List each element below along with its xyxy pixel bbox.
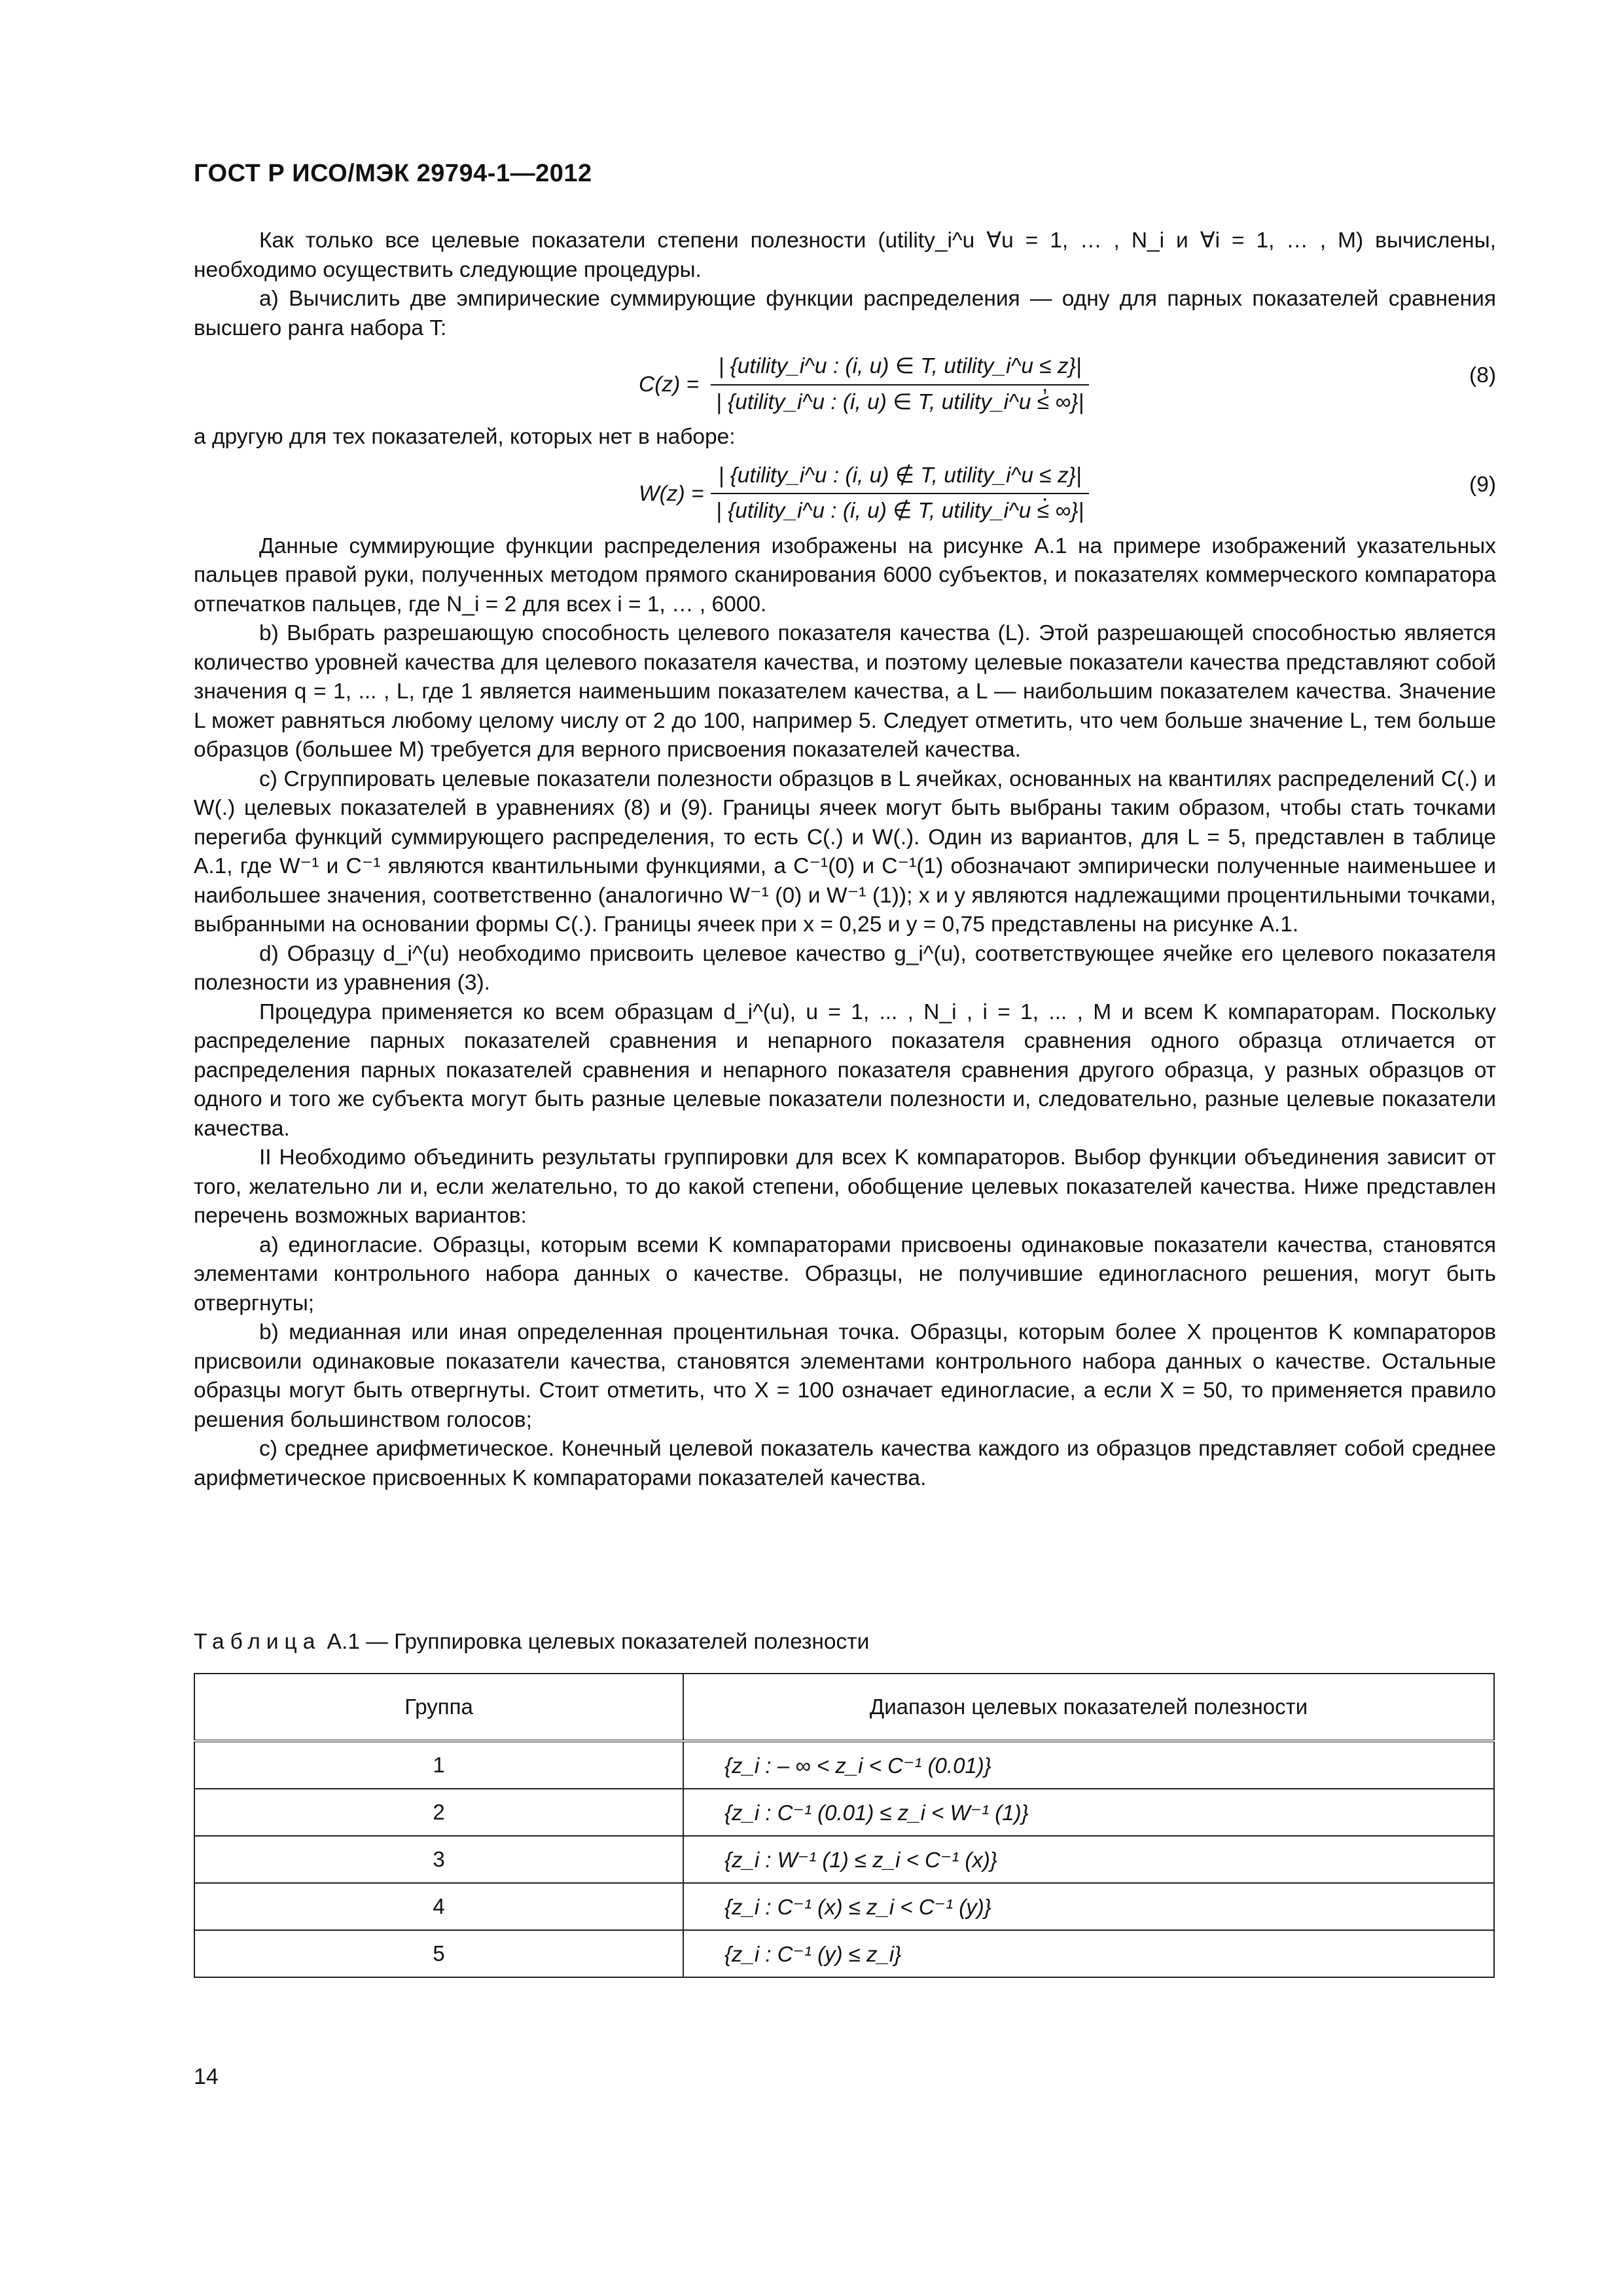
table-caption xyxy=(194,1630,869,1655)
paragraph-step-b: b) Выбрать разрешающую способность целевого показателя качества (L). Этой разрешающей способностью является количество уровней качества для целевого показателя качества, и поэтому целевые показатели качества представляют собой значения q = 1, ... , L, где 1 является наименьшим показателем качества, а L — наибольшим показателем качества. Значение L может равняться любому целому числу от 2 до 100, например 5. Следует отметить, что чем больше значение L, тем больше образцов (большее M) требуется для верного присвоения показателей качества. xyxy=(194,621,1496,762)
group-cell: 2 xyxy=(194,1789,683,1836)
equation-9 xyxy=(194,461,1496,524)
equation-8-lhs: C(z) = xyxy=(639,372,700,397)
paragraph-intro: Как только все целевые показатели степени полезности (utility_i^u ∀u = 1, … , N_i и ∀i = 1, … , M) вычислены, необходимо осуществить следующие процедуры. xyxy=(194,228,1496,282)
paragraph-step-a: a) Вычислить две эмпирические суммирующие функции распределения — одну для парных показателей сравнения высшего ранга набора T: xyxy=(194,287,1496,340)
group-cell: 4 xyxy=(194,1883,683,1930)
paragraph-other-set: а другую для тех показателей, которых нет в наборе: xyxy=(194,425,736,449)
equation-8-punct: , xyxy=(1042,372,1048,397)
page-number: 14 xyxy=(194,2064,219,2089)
equation-9-lhs: W(z) = xyxy=(639,481,704,506)
equation-8-numerator: | {utility_i^u : (i, u) ∈ T, utility_i^u ≤ z}| xyxy=(711,352,1089,386)
equation-9-fraction xyxy=(711,461,1089,526)
paragraph-step-ii: II Необходимо объединить результаты группировки для всех K компараторов. Выбор функции объединения зависит от того, желательно ли и, если желательно, то до какой степени, обобщение целевых показателей качества. Ниже представлен перечень возможных вариантов: xyxy=(194,1145,1496,1228)
equation-8 xyxy=(194,352,1496,415)
paragraph-option-c: c) среднее арифметическое. Конечный целевой показатель качества каждого из образцов представляет собой среднее арифметическое присвоенных K компараторами показателей качества. xyxy=(194,1437,1496,1490)
table-caption-title: А.1 — Группировка целевых показателей полезности xyxy=(321,1630,870,1654)
equation-9-number: (9) xyxy=(1469,472,1496,497)
equation-9-punct: . xyxy=(1042,481,1048,506)
body-text xyxy=(194,226,1496,1493)
equation-8-denominator: | {utility_i^u : (i, u) ∈ T, utility_i^u ≤ ∞}| xyxy=(716,389,1084,414)
table-row xyxy=(194,1741,1494,1789)
column-header-range: Диапазон целевых показателей полезности xyxy=(683,1674,1494,1741)
equation-8-number: (8) xyxy=(1469,363,1496,387)
range-cell: {z_i : C⁻¹ (x) ≤ z_i < C⁻¹ (y)} xyxy=(683,1883,1494,1930)
table-row xyxy=(194,1836,1494,1883)
group-cell: 3 xyxy=(194,1836,683,1883)
paragraph-option-a: a) единогласие. Образцы, которым всеми K компараторами присвоены одинаковые показатели качества, становятся элементами контрольного набора данных о качестве. Образцы, не получившие единогласного решения, могут быть отвергнуты; xyxy=(194,1232,1496,1316)
equation-8-fraction xyxy=(711,352,1089,417)
range-cell: {z_i : – ∞ < z_i < C⁻¹ (0.01)} xyxy=(683,1741,1494,1789)
equation-9-numerator: | {utility_i^u : (i, u) ∉ T, utility_i^u ≤ z}| xyxy=(711,461,1089,495)
paragraph-distribution-example: Данные суммирующие функции распределения изображены на рисунке А.1 на примере изображений указательных пальцев правой руки, полученных методом прямого сканирования 6000 субъектов, и показателях коммерческого компаратора отпечатков пальцев, где N_i = 2 для всех i = 1, … , 6000. xyxy=(194,533,1496,617)
table-row xyxy=(194,1930,1494,1977)
table-row xyxy=(194,1789,1494,1836)
range-cell: {z_i : C⁻¹ (y) ≤ z_i} xyxy=(683,1930,1494,1977)
table-header-row xyxy=(194,1674,1494,1741)
equation-9-denominator: | {utility_i^u : (i, u) ∉ T, utility_i^u ≤ ∞}| xyxy=(716,499,1084,523)
group-cell: 1 xyxy=(194,1741,683,1789)
table-row xyxy=(194,1883,1494,1930)
paragraph-step-c: c) Сгруппировать целевые показатели полезности образцов в L ячейках, основанных на квантилях распределений C(.) и W(.) целевых показателей в уравнениях (8) и (9). Границы ячеек могут быть выбраны таким образом, чтобы стать точками перегиба функций суммирующего распределения, то есть C(.) и W(.). Один из вариантов, для L = 5, представлен в таблице А.1, где W⁻¹ и C⁻¹ являются квантильными функциями, а C⁻¹(0) и C⁻¹(1) обозначают эмпирически полученные наименьшее и наибольшее значения, соответственно (аналогично W⁻¹ (0) и W⁻¹ (1)); x и y являются надлежащими процентильными точками, выбранными на основании формы C(.). Границы ячеек при x = 0,25 и y = 0,75 представлены на рисунке А.1. xyxy=(194,766,1496,937)
paragraph-step-d: d) Образцу d_i^(u) необходимо присвоить целевое качество g_i^(u), соответствующее ячейке его целевого показателя полезности из уравнения (3). xyxy=(194,941,1496,995)
table-caption-label: Таблица xyxy=(194,1630,321,1654)
paragraph-option-b: b) медианная или иная определенная процентильная точка. Образцы, которым более X процентов K компараторов присвоили одинаковые показатели качества, становятся элементами контрольного набора данных о качестве. Остальные образцы могут быть отвергнуты. Стоит отметить, что X = 100 означает единогласие, а если X = 50, то применяется правило решения большинством голосов; xyxy=(194,1320,1496,1432)
paragraph-procedure: Процедура применяется ко всем образцам d_i^(u), u = 1, ... , N_i , i = 1, ... , M и всем K компараторам. Поскольку распределение парных показателей сравнения и непарного показателя сравнения одного образца отличается от распределения парных показателей сравнения и непарного показателя сравнения другого образца, у разных образцов от одного и того же субъекта могут быть разные целевые показатели полезности и, следовательно, разные целевые показатели качества. xyxy=(194,999,1496,1141)
column-header-group: Группа xyxy=(194,1674,683,1741)
grouping-table xyxy=(194,1673,1495,1978)
document-header: ГОСТ Р ИСО/МЭК 29794-1—2012 xyxy=(194,160,592,187)
range-cell: {z_i : W⁻¹ (1) ≤ z_i < C⁻¹ (x)} xyxy=(683,1836,1494,1883)
range-cell: {z_i : C⁻¹ (0.01) ≤ z_i < W⁻¹ (1)} xyxy=(683,1789,1494,1836)
group-cell: 5 xyxy=(194,1930,683,1977)
